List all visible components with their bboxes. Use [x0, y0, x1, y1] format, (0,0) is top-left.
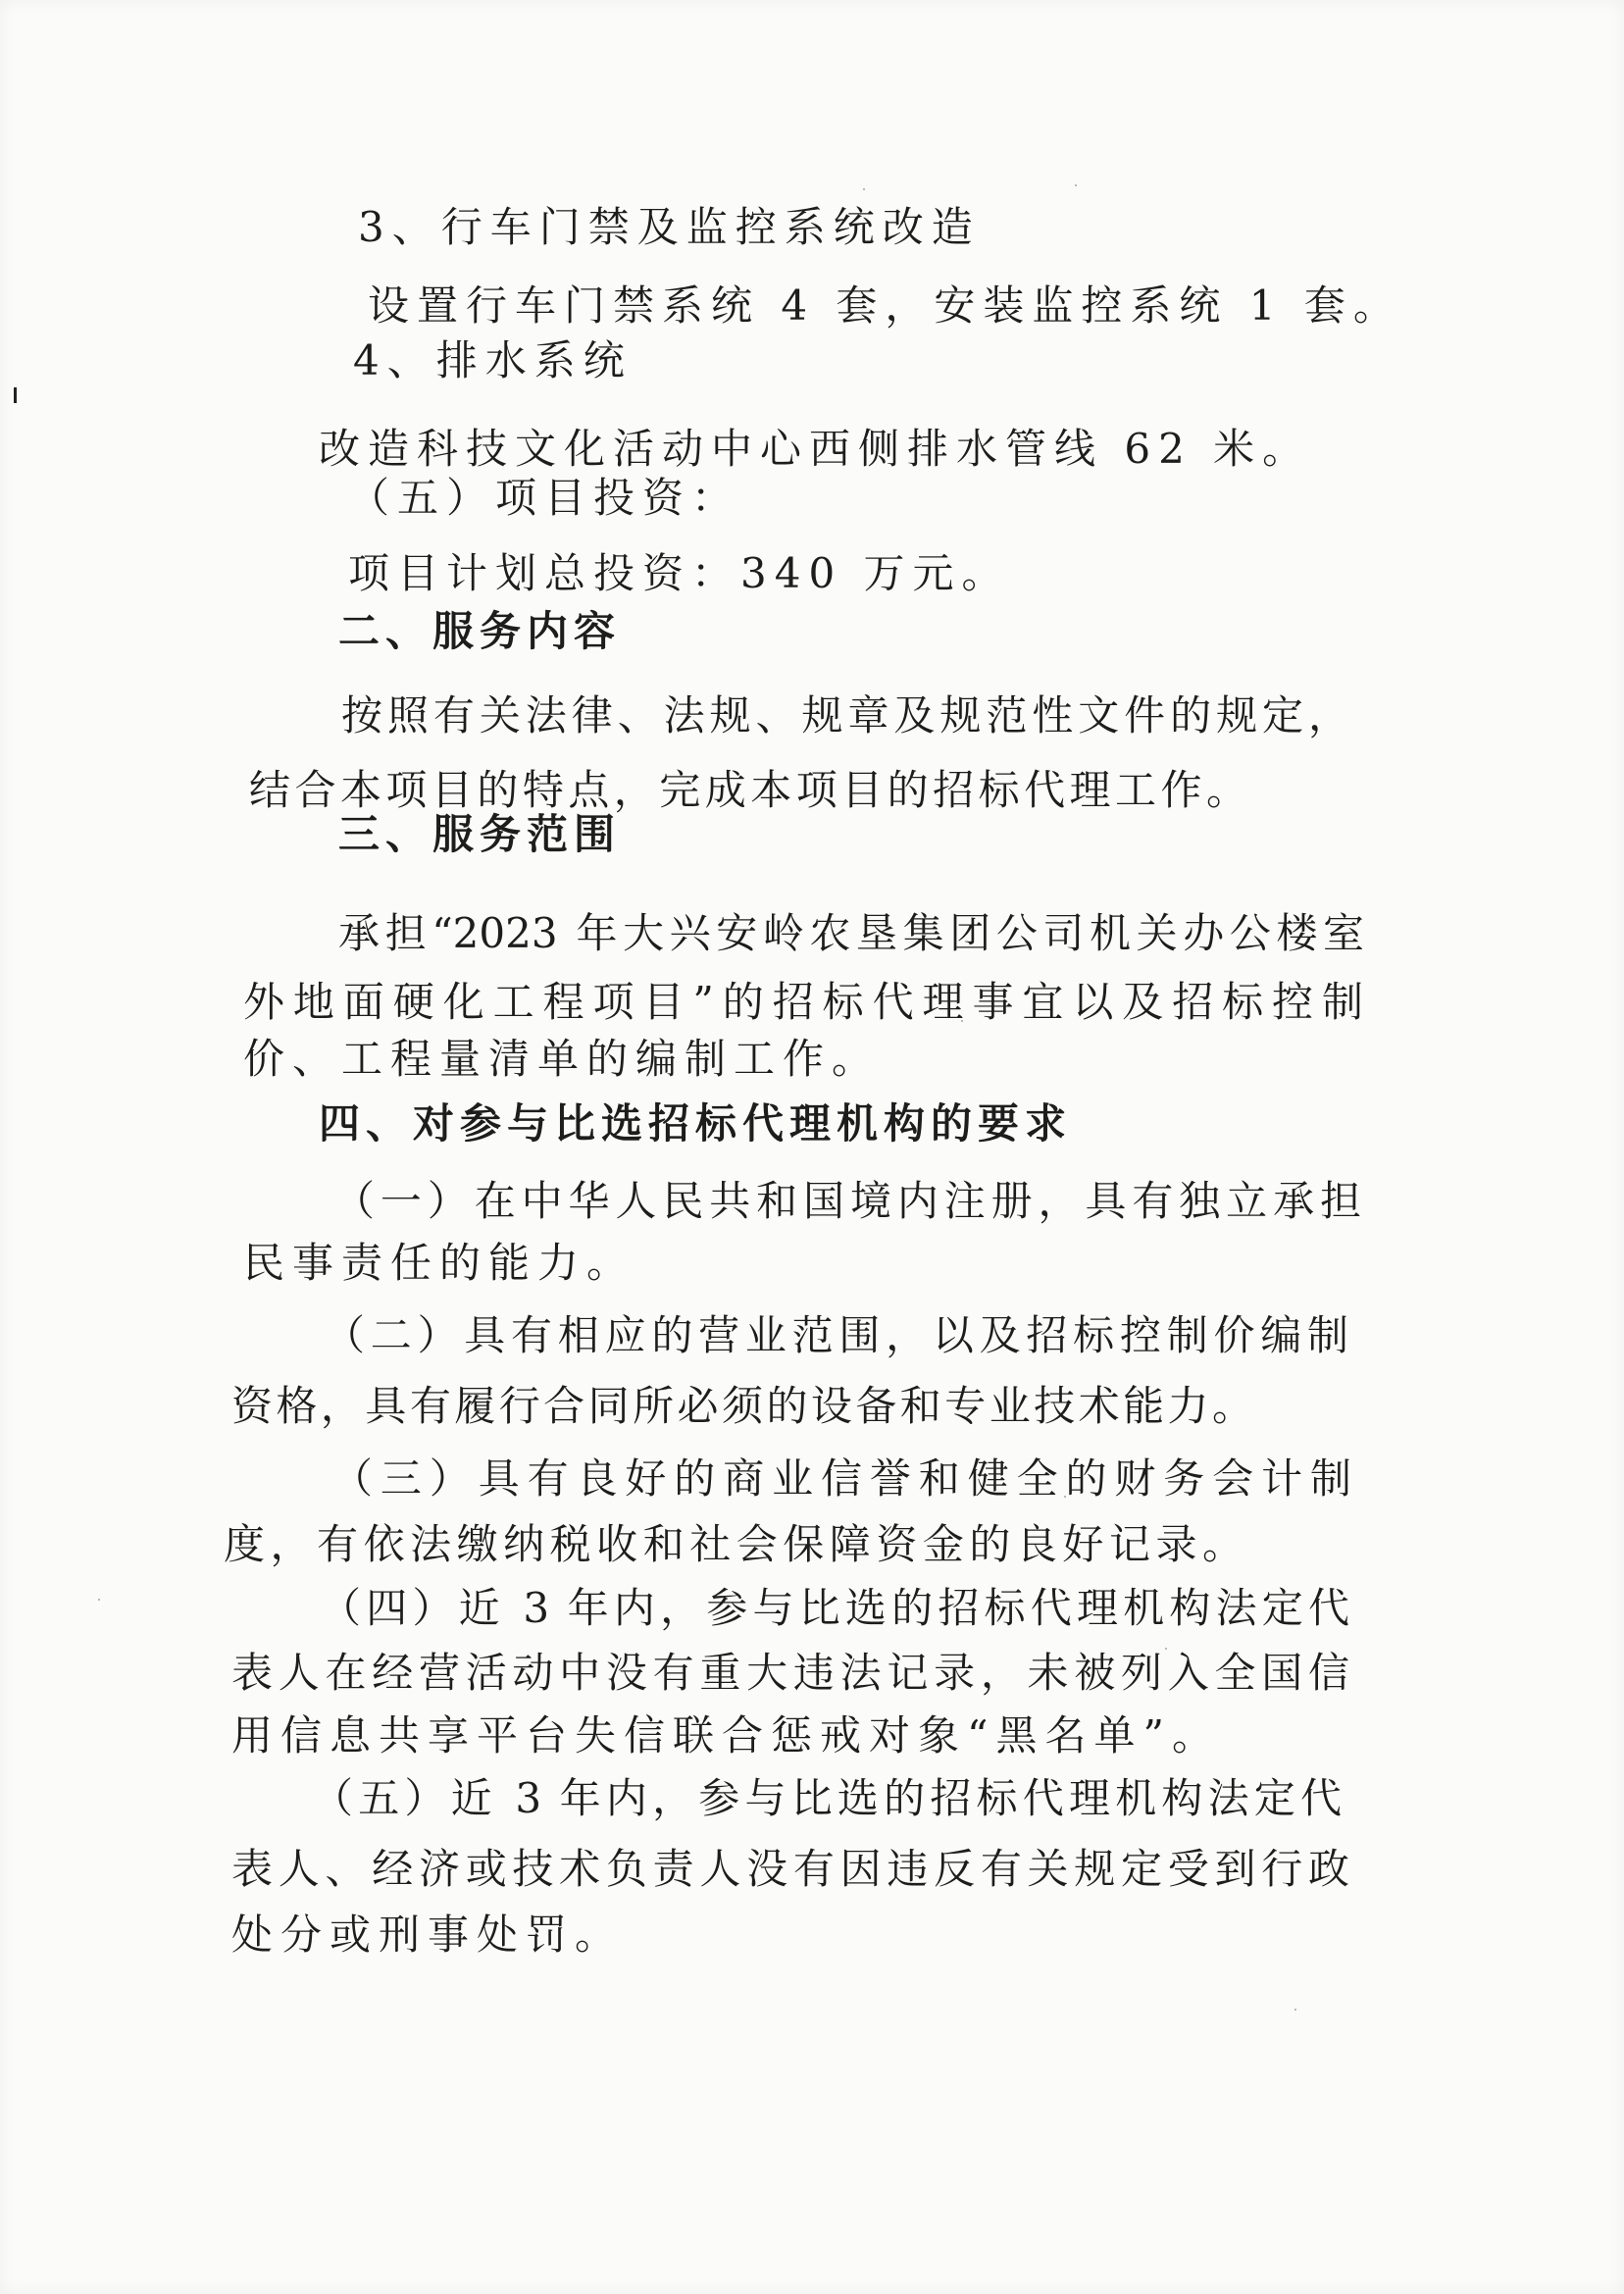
requirement-line: 表人、经济或技术负责人没有因违反有关规定受到行政	[231, 1845, 1349, 1893]
scan-speck	[1294, 2009, 1296, 2011]
section-heading-2: 二、服务内容	[338, 607, 622, 655]
paragraph-line: 项目计划总投资：340 万元。	[348, 549, 1011, 597]
scan-speck	[1075, 184, 1077, 186]
requirement-line: （二）具有相应的营业范围，以及招标控制价编制	[324, 1311, 1348, 1359]
scan-speck	[98, 1599, 100, 1601]
requirement-line: 民事责任的能力。	[243, 1239, 636, 1287]
subsection-line-5: （五）项目投资：	[348, 474, 741, 522]
paragraph-line: 外地面硬化工程项目”的招标代理事宜以及招标控制	[243, 978, 1363, 1026]
requirement-line: （三）具有良好的商业信誉和健全的财务会计制	[331, 1454, 1351, 1503]
paragraph-line: 价、工程量清单的编制工作。	[243, 1035, 882, 1083]
requirement-line: 用信息共享平台失信联合惩戒对象“黑名单”。	[231, 1711, 1221, 1759]
subsection-line-4: 4、排水系统	[353, 336, 633, 384]
paragraph-line: 设置行车门禁系统 4 套，安装监控系统 1 套。	[368, 281, 1402, 330]
section-heading-3: 三、服务范围	[338, 810, 622, 858]
requirement-line: 表人在经营活动中没有重大违法记录，未被列入全国信	[231, 1649, 1349, 1697]
requirement-line: 度，有依法缴纳税收和社会保障资金的良好记录。	[224, 1520, 1243, 1568]
paragraph-line: 按照有关法律、法规、规章及规范性文件的规定，	[341, 691, 1349, 739]
requirement-line: （一）在中华人民共和国境内注册，具有独立承担	[333, 1177, 1361, 1225]
section-heading-4: 四、对参与比选招标代理机构的要求	[319, 1099, 1073, 1147]
paragraph-line: 结合本项目的特点，完成本项目的招标代理工作。	[249, 766, 1247, 814]
paragraph-line: 改造科技文化活动中心西侧排水管线 62 米。	[319, 425, 1312, 473]
requirement-line: 资格，具有履行合同所必须的设备和专业技术能力。	[231, 1382, 1253, 1430]
requirement-line: （五）近 3 年内，参与比选的招标代理机构法定代	[312, 1774, 1342, 1822]
subsection-line-3: 3、行车门禁及监控系统改造	[358, 203, 981, 251]
scan-speck	[863, 188, 865, 190]
requirement-line: 处分或刑事处罚。	[231, 1911, 625, 1959]
scan-margin-mark	[14, 387, 17, 403]
paragraph-line: 承担“2023 年大兴安岭农垦集团公司机关办公楼室	[338, 909, 1364, 957]
requirement-line: （四）近 3 年内，参与比选的招标代理机构法定代	[320, 1584, 1349, 1632]
